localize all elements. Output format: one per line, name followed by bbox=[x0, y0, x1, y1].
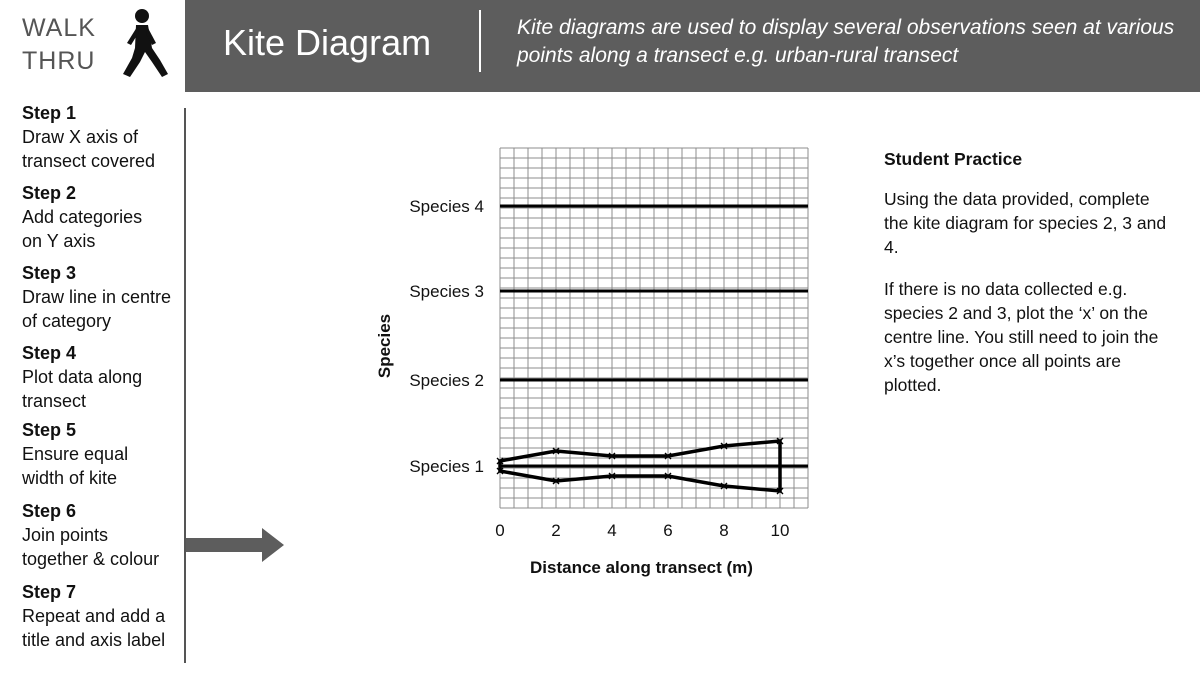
step-6 bbox=[22, 499, 159, 571]
practice-title: Student Practice bbox=[884, 149, 1023, 169]
y-axis-title: Species bbox=[375, 313, 395, 379]
kite-chart bbox=[395, 140, 815, 550]
steps-divider bbox=[184, 108, 186, 663]
category-label: Species 1 bbox=[409, 457, 484, 476]
step-label: Step 5 bbox=[22, 420, 77, 440]
step-text: Draw line in centre of category bbox=[22, 287, 172, 331]
step-3 bbox=[22, 261, 171, 333]
step-label: Step 4 bbox=[22, 343, 77, 363]
right-arrow-icon bbox=[186, 528, 284, 562]
x-tick-label: 4 bbox=[607, 521, 617, 540]
x-axis-title: Distance along transect (m) bbox=[530, 558, 753, 577]
step-text: Draw X axis of transect covered bbox=[22, 127, 156, 171]
category-label: Species 2 bbox=[409, 371, 484, 390]
category-label: Species 4 bbox=[409, 197, 484, 216]
step-label: Step 2 bbox=[22, 183, 77, 203]
step-5 bbox=[22, 418, 128, 490]
step-text: Add categories on Y axis bbox=[22, 207, 143, 251]
logo-line-2: THRU bbox=[22, 47, 96, 75]
step-text: Join points together & colour bbox=[22, 525, 160, 569]
walking-person-icon bbox=[112, 8, 172, 80]
step-text: Ensure equal width of kite bbox=[22, 444, 129, 488]
step-label: Step 1 bbox=[22, 103, 77, 123]
x-tick-label: 8 bbox=[719, 521, 729, 540]
header-description: Kite diagrams are used to display several observations seen at various points along a transect e.g. urban-rural transect bbox=[517, 16, 1175, 67]
x-tick-label: 2 bbox=[551, 521, 561, 540]
practice-paragraph: If there is no data collected e.g. species 2 and 3, plot the ‘x’ on the centre line. You still need to join the x’s together once all points are plotted. bbox=[884, 279, 1159, 395]
step-label: Step 7 bbox=[22, 582, 77, 602]
step-label: Step 3 bbox=[22, 263, 77, 283]
page-title: Kite Diagram bbox=[223, 22, 432, 63]
step-text: Plot data along transect bbox=[22, 367, 143, 411]
title-divider bbox=[479, 10, 481, 72]
header-bar bbox=[185, 0, 1200, 92]
x-tick-label: 6 bbox=[663, 521, 673, 540]
logo-text bbox=[22, 12, 96, 78]
step-text: Repeat and add a title and axis label bbox=[22, 606, 166, 650]
x-tick-label: 0 bbox=[495, 521, 505, 540]
logo-line-1: WALK bbox=[22, 14, 96, 42]
logo bbox=[0, 0, 185, 92]
step-4 bbox=[22, 341, 142, 413]
step-2 bbox=[22, 181, 142, 253]
step-1 bbox=[22, 101, 155, 173]
step-7 bbox=[22, 580, 165, 652]
step-label: Step 6 bbox=[22, 501, 77, 521]
x-tick-label: 10 bbox=[770, 521, 790, 540]
student-practice-panel bbox=[884, 147, 1174, 415]
practice-paragraph: Using the data provided, complete the kite diagram for species 2, 3 and 4. bbox=[884, 189, 1167, 257]
category-label: Species 3 bbox=[409, 282, 484, 301]
